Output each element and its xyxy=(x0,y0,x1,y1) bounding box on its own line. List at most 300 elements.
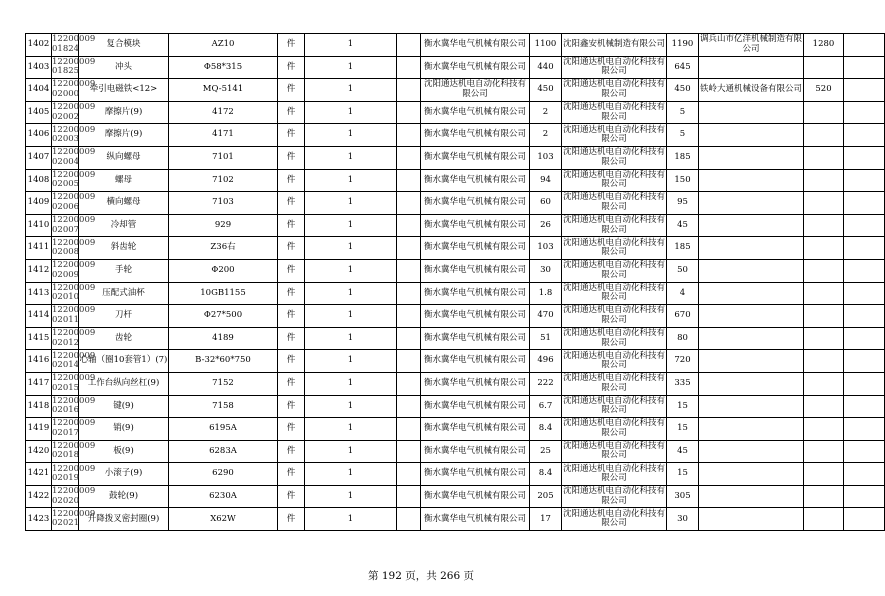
cell-s2: 沈阳通达机电自动化科技有限公司 xyxy=(562,124,667,147)
cell-p1: 8.4 xyxy=(530,463,562,486)
empty-cell xyxy=(844,192,885,215)
cell-qty: 1 xyxy=(305,259,397,282)
cell-spec: 7101 xyxy=(169,146,278,169)
cell-p1: 2 xyxy=(530,124,562,147)
cell-p2: 670 xyxy=(667,305,699,328)
cell-p2: 45 xyxy=(667,440,699,463)
cell-qty: 1 xyxy=(305,395,397,418)
cell-qty: 1 xyxy=(305,372,397,395)
cell-p3 xyxy=(804,418,844,441)
cell-s1: 沈阳通达机电自动化科技有限公司 xyxy=(421,79,530,102)
cell-p1: 103 xyxy=(530,237,562,260)
cell-p3 xyxy=(804,350,844,373)
cell-s3 xyxy=(699,169,804,192)
empty-cell xyxy=(844,485,885,508)
cell-qty: 1 xyxy=(305,34,397,57)
cell-spec: Φ27*500 xyxy=(169,305,278,328)
cell-s2: 沈阳通达机电自动化科技有限公司 xyxy=(562,305,667,328)
cell-p2: 185 xyxy=(667,146,699,169)
cell-s2: 沈阳通达机电自动化科技有限公司 xyxy=(562,327,667,350)
cell-qty: 1 xyxy=(305,418,397,441)
cell-spec: 929 xyxy=(169,214,278,237)
cell-s2: 沈阳通达机电自动化科技有限公司 xyxy=(562,508,667,531)
cell-s1: 衡水冀华电气机械有限公司 xyxy=(421,34,530,57)
cell-p1: 205 xyxy=(530,485,562,508)
cell-p1: 17 xyxy=(530,508,562,531)
cell-s2: 沈阳通达机电自动化科技有限公司 xyxy=(562,282,667,305)
cell-spec: 7152 xyxy=(169,372,278,395)
cell-no: 1419 xyxy=(26,418,52,441)
empty-cell xyxy=(397,214,421,237)
cell-name: 螺母 xyxy=(79,169,169,192)
cell-p2: 4 xyxy=(667,282,699,305)
cell-qty: 1 xyxy=(305,485,397,508)
cell-unit: 件 xyxy=(278,463,305,486)
cell-unit: 件 xyxy=(278,508,305,531)
cell-name: 刀杆 xyxy=(79,305,169,328)
cell-no: 1422 xyxy=(26,485,52,508)
cell-qty: 1 xyxy=(305,508,397,531)
cell-s1: 衡水冀华电气机械有限公司 xyxy=(421,282,530,305)
cell-s2: 沈阳鑫安机械制造有限公司 xyxy=(562,34,667,57)
cell-unit: 件 xyxy=(278,395,305,418)
empty-cell xyxy=(844,463,885,486)
cell-p1: 94 xyxy=(530,169,562,192)
cell-qty: 1 xyxy=(305,192,397,215)
cell-s2: 沈阳通达机电自动化科技有限公司 xyxy=(562,192,667,215)
cell-p1: 2 xyxy=(530,101,562,124)
cell-spec: 6230A xyxy=(169,485,278,508)
table-row xyxy=(26,282,885,305)
cell-code: 12200009 02010 xyxy=(52,282,79,305)
cell-no: 1417 xyxy=(26,372,52,395)
cell-code: 12200009 02011 xyxy=(52,305,79,328)
cell-s1: 衡水冀华电气机械有限公司 xyxy=(421,395,530,418)
empty-cell xyxy=(844,237,885,260)
cell-no: 1420 xyxy=(26,440,52,463)
cell-s2: 沈阳通达机电自动化科技有限公司 xyxy=(562,101,667,124)
cell-p1: 1100 xyxy=(530,34,562,57)
cell-no: 1415 xyxy=(26,327,52,350)
cell-p3 xyxy=(804,101,844,124)
cell-unit: 件 xyxy=(278,56,305,79)
table-body xyxy=(26,34,885,531)
cell-p3 xyxy=(804,463,844,486)
cell-p1: 51 xyxy=(530,327,562,350)
cell-s3 xyxy=(699,463,804,486)
cell-s1: 衡水冀华电气机械有限公司 xyxy=(421,418,530,441)
cell-spec: MQ-5141 xyxy=(169,79,278,102)
cell-s1: 衡水冀华电气机械有限公司 xyxy=(421,237,530,260)
cell-qty: 1 xyxy=(305,124,397,147)
cell-code: 12200009 02020 xyxy=(52,485,79,508)
empty-cell xyxy=(397,282,421,305)
cell-s2: 沈阳通达机电自动化科技有限公司 xyxy=(562,214,667,237)
table-row xyxy=(26,305,885,328)
cell-s2: 沈阳通达机电自动化科技有限公司 xyxy=(562,418,667,441)
cell-unit: 件 xyxy=(278,214,305,237)
cell-s2: 沈阳通达机电自动化科技有限公司 xyxy=(562,485,667,508)
cell-s2: 沈阳通达机电自动化科技有限公司 xyxy=(562,56,667,79)
cell-code: 12200009 01825 xyxy=(52,56,79,79)
table-row xyxy=(26,327,885,350)
cell-p3 xyxy=(804,508,844,531)
cell-unit: 件 xyxy=(278,372,305,395)
cell-p3 xyxy=(804,192,844,215)
cell-code: 12200009 02019 xyxy=(52,463,79,486)
cell-s3 xyxy=(699,350,804,373)
cell-s2: 沈阳通达机电自动化科技有限公司 xyxy=(562,79,667,102)
cell-s2: 沈阳通达机电自动化科技有限公司 xyxy=(562,440,667,463)
cell-p2: 80 xyxy=(667,327,699,350)
empty-cell xyxy=(844,350,885,373)
cell-unit: 件 xyxy=(278,79,305,102)
cell-s1: 衡水冀华电气机械有限公司 xyxy=(421,440,530,463)
cell-name: 纵向螺母 xyxy=(79,146,169,169)
empty-cell xyxy=(397,485,421,508)
cell-p1: 60 xyxy=(530,192,562,215)
cell-s1: 衡水冀华电气机械有限公司 xyxy=(421,192,530,215)
cell-name: 复合模块 xyxy=(79,34,169,57)
cell-unit: 件 xyxy=(278,327,305,350)
empty-cell xyxy=(397,372,421,395)
cell-name: 升降拨叉密封圈(9) xyxy=(79,508,169,531)
cell-code: 12200009 02002 xyxy=(52,101,79,124)
cell-code: 12200009 02016 xyxy=(52,395,79,418)
cell-p1: 496 xyxy=(530,350,562,373)
empty-cell xyxy=(844,169,885,192)
cell-s1: 衡水冀华电气机械有限公司 xyxy=(421,146,530,169)
cell-p2: 45 xyxy=(667,214,699,237)
cell-code: 12200009 02018 xyxy=(52,440,79,463)
cell-s1: 衡水冀华电气机械有限公司 xyxy=(421,508,530,531)
cell-no: 1409 xyxy=(26,192,52,215)
table-row xyxy=(26,463,885,486)
cell-p1: 8.4 xyxy=(530,418,562,441)
table-row xyxy=(26,237,885,260)
cell-p2: 5 xyxy=(667,101,699,124)
cell-spec: AZ10 xyxy=(169,34,278,57)
cell-p1: 440 xyxy=(530,56,562,79)
cell-p2: 30 xyxy=(667,508,699,531)
cell-s2: 沈阳通达机电自动化科技有限公司 xyxy=(562,146,667,169)
cell-s3 xyxy=(699,282,804,305)
table-row xyxy=(26,372,885,395)
cell-no: 1423 xyxy=(26,508,52,531)
cell-code: 12200009 02009 xyxy=(52,259,79,282)
cell-code: 12200009 02006 xyxy=(52,192,79,215)
cell-p1: 222 xyxy=(530,372,562,395)
cell-s3: 调兵山市亿洋机械制造有限公司 xyxy=(699,34,804,57)
table-row xyxy=(26,124,885,147)
cell-spec: X62W xyxy=(169,508,278,531)
cell-name: 冲头 xyxy=(79,56,169,79)
cell-s2: 沈阳通达机电自动化科技有限公司 xyxy=(562,372,667,395)
cell-qty: 1 xyxy=(305,101,397,124)
cell-no: 1403 xyxy=(26,56,52,79)
empty-cell xyxy=(844,305,885,328)
table-row xyxy=(26,485,885,508)
cell-s1: 衡水冀华电气机械有限公司 xyxy=(421,463,530,486)
cell-unit: 件 xyxy=(278,440,305,463)
cell-code: 12200009 02008 xyxy=(52,237,79,260)
empty-cell xyxy=(397,508,421,531)
empty-cell xyxy=(397,305,421,328)
cell-p2: 645 xyxy=(667,56,699,79)
empty-cell xyxy=(397,463,421,486)
cell-unit: 件 xyxy=(278,169,305,192)
table-row xyxy=(26,34,885,57)
empty-cell xyxy=(844,101,885,124)
table-row xyxy=(26,169,885,192)
empty-cell xyxy=(397,395,421,418)
cell-p1: 1.8 xyxy=(530,282,562,305)
cell-s3 xyxy=(699,237,804,260)
cell-no: 1408 xyxy=(26,169,52,192)
cell-spec: B-32*60*750 xyxy=(169,350,278,373)
table-row xyxy=(26,440,885,463)
cell-no: 1413 xyxy=(26,282,52,305)
cell-no: 1406 xyxy=(26,124,52,147)
cell-s3 xyxy=(699,124,804,147)
cell-spec: 7158 xyxy=(169,395,278,418)
empty-cell xyxy=(844,327,885,350)
cell-no: 1410 xyxy=(26,214,52,237)
empty-cell xyxy=(397,169,421,192)
cell-p2: 15 xyxy=(667,395,699,418)
cell-code: 12200009 02017 xyxy=(52,418,79,441)
cell-qty: 1 xyxy=(305,169,397,192)
cell-s2: 沈阳通达机电自动化科技有限公司 xyxy=(562,350,667,373)
cell-s3 xyxy=(699,327,804,350)
cell-code: 12200009 02005 xyxy=(52,169,79,192)
cell-p3 xyxy=(804,146,844,169)
empty-cell xyxy=(397,146,421,169)
cell-s1: 衡水冀华电气机械有限公司 xyxy=(421,214,530,237)
cell-p3 xyxy=(804,124,844,147)
cell-s3 xyxy=(699,372,804,395)
cell-p3: 1280 xyxy=(804,34,844,57)
cell-qty: 1 xyxy=(305,463,397,486)
cell-name: 冷却管 xyxy=(79,214,169,237)
table-row xyxy=(26,395,885,418)
cell-qty: 1 xyxy=(305,305,397,328)
cell-s1: 衡水冀华电气机械有限公司 xyxy=(421,350,530,373)
cell-qty: 1 xyxy=(305,282,397,305)
cell-p1: 450 xyxy=(530,79,562,102)
empty-cell xyxy=(397,34,421,57)
cell-no: 1404 xyxy=(26,79,52,102)
cell-name: 小滚子(9) xyxy=(79,463,169,486)
quotation-table xyxy=(25,33,885,531)
cell-p3 xyxy=(804,237,844,260)
cell-p1: 470 xyxy=(530,305,562,328)
cell-no: 1405 xyxy=(26,101,52,124)
cell-unit: 件 xyxy=(278,237,305,260)
cell-no: 1412 xyxy=(26,259,52,282)
cell-s3 xyxy=(699,418,804,441)
cell-no: 1421 xyxy=(26,463,52,486)
cell-p2: 5 xyxy=(667,124,699,147)
empty-cell xyxy=(397,79,421,102)
cell-s1: 衡水冀华电气机械有限公司 xyxy=(421,305,530,328)
cell-s1: 衡水冀华电气机械有限公司 xyxy=(421,169,530,192)
cell-name: 压配式油杯 xyxy=(79,282,169,305)
cell-code: 12200009 02012 xyxy=(52,327,79,350)
cell-spec: 4189 xyxy=(169,327,278,350)
cell-code: 12200009 02021 xyxy=(52,508,79,531)
empty-cell xyxy=(844,214,885,237)
page-number: 第 192 页，共 266 页 xyxy=(368,570,474,582)
cell-spec: 4172 xyxy=(169,101,278,124)
cell-s3 xyxy=(699,259,804,282)
cell-s1: 衡水冀华电气机械有限公司 xyxy=(421,259,530,282)
empty-cell xyxy=(844,146,885,169)
table-row xyxy=(26,259,885,282)
empty-cell xyxy=(397,237,421,260)
empty-cell xyxy=(844,79,885,102)
cell-s1: 衡水冀华电气机械有限公司 xyxy=(421,101,530,124)
empty-cell xyxy=(397,350,421,373)
cell-no: 1414 xyxy=(26,305,52,328)
cell-p2: 305 xyxy=(667,485,699,508)
cell-unit: 件 xyxy=(278,418,305,441)
cell-unit: 件 xyxy=(278,350,305,373)
cell-name: 斜齿轮 xyxy=(79,237,169,260)
empty-cell xyxy=(397,56,421,79)
cell-unit: 件 xyxy=(278,146,305,169)
cell-s1: 衡水冀华电气机械有限公司 xyxy=(421,56,530,79)
cell-p3 xyxy=(804,485,844,508)
table-row xyxy=(26,56,885,79)
table-row xyxy=(26,214,885,237)
cell-no: 1418 xyxy=(26,395,52,418)
cell-s2: 沈阳通达机电自动化科技有限公司 xyxy=(562,395,667,418)
cell-spec: Φ58*315 xyxy=(169,56,278,79)
cell-s3 xyxy=(699,485,804,508)
empty-cell xyxy=(844,395,885,418)
table-row xyxy=(26,101,885,124)
cell-unit: 件 xyxy=(278,124,305,147)
cell-s2: 沈阳通达机电自动化科技有限公司 xyxy=(562,237,667,260)
cell-p1: 103 xyxy=(530,146,562,169)
cell-p2: 50 xyxy=(667,259,699,282)
empty-cell xyxy=(397,259,421,282)
cell-s1: 衡水冀华电气机械有限公司 xyxy=(421,485,530,508)
cell-qty: 1 xyxy=(305,79,397,102)
cell-p3 xyxy=(804,440,844,463)
cell-p1: 30 xyxy=(530,259,562,282)
cell-name: 摩擦片(9) xyxy=(79,101,169,124)
cell-code: 12200009 02000 xyxy=(52,79,79,102)
table-row xyxy=(26,508,885,531)
cell-s2: 沈阳通达机电自动化科技有限公司 xyxy=(562,259,667,282)
cell-s2: 沈阳通达机电自动化科技有限公司 xyxy=(562,463,667,486)
cell-p2: 15 xyxy=(667,463,699,486)
cell-s1: 衡水冀华电气机械有限公司 xyxy=(421,372,530,395)
cell-no: 1416 xyxy=(26,350,52,373)
cell-spec: Φ200 xyxy=(169,259,278,282)
cell-p3: 520 xyxy=(804,79,844,102)
cell-p2: 450 xyxy=(667,79,699,102)
cell-unit: 件 xyxy=(278,192,305,215)
cell-p3 xyxy=(804,259,844,282)
empty-cell xyxy=(844,124,885,147)
cell-no: 1407 xyxy=(26,146,52,169)
cell-qty: 1 xyxy=(305,214,397,237)
cell-p2: 720 xyxy=(667,350,699,373)
empty-cell xyxy=(397,192,421,215)
cell-qty: 1 xyxy=(305,56,397,79)
cell-p3 xyxy=(804,214,844,237)
table-row xyxy=(26,418,885,441)
cell-s3: 铁岭大通机械设备有限公司 xyxy=(699,79,804,102)
cell-unit: 件 xyxy=(278,305,305,328)
cell-code: 12200009 01824 xyxy=(52,34,79,57)
cell-unit: 件 xyxy=(278,34,305,57)
cell-p3 xyxy=(804,305,844,328)
cell-code: 12200009 02004 xyxy=(52,146,79,169)
cell-p1: 26 xyxy=(530,214,562,237)
cell-p2: 335 xyxy=(667,372,699,395)
cell-p3 xyxy=(804,372,844,395)
cell-p3 xyxy=(804,327,844,350)
cell-s3 xyxy=(699,56,804,79)
cell-spec: 6195A xyxy=(169,418,278,441)
cell-name: 销(9) xyxy=(79,418,169,441)
empty-cell xyxy=(844,418,885,441)
cell-s3 xyxy=(699,146,804,169)
cell-code: 12200009 02003 xyxy=(52,124,79,147)
cell-name: 鼓轮(9) xyxy=(79,485,169,508)
cell-p3 xyxy=(804,169,844,192)
cell-name: 工作台纵向丝杠(9) xyxy=(79,372,169,395)
cell-spec: 7103 xyxy=(169,192,278,215)
cell-qty: 1 xyxy=(305,440,397,463)
cell-p1: 6.7 xyxy=(530,395,562,418)
cell-no: 1411 xyxy=(26,237,52,260)
cell-s1: 衡水冀华电气机械有限公司 xyxy=(421,124,530,147)
cell-s1: 衡水冀华电气机械有限公司 xyxy=(421,327,530,350)
cell-unit: 件 xyxy=(278,282,305,305)
cell-no: 1402 xyxy=(26,34,52,57)
cell-name: 手轮 xyxy=(79,259,169,282)
empty-cell xyxy=(397,327,421,350)
cell-spec: 4171 xyxy=(169,124,278,147)
cell-p3 xyxy=(804,395,844,418)
cell-qty: 1 xyxy=(305,327,397,350)
table-row xyxy=(26,79,885,102)
cell-spec: 10GB1155 xyxy=(169,282,278,305)
cell-code: 12200009 02007 xyxy=(52,214,79,237)
cell-s3 xyxy=(699,101,804,124)
empty-cell xyxy=(844,440,885,463)
empty-cell xyxy=(844,508,885,531)
cell-name: 摩擦片(9) xyxy=(79,124,169,147)
cell-p2: 15 xyxy=(667,418,699,441)
cell-code: 12200009 02015 xyxy=(52,372,79,395)
cell-name: 牵引电磁铁<12> xyxy=(79,79,169,102)
cell-s3 xyxy=(699,395,804,418)
cell-p2: 185 xyxy=(667,237,699,260)
table-row xyxy=(26,146,885,169)
cell-qty: 1 xyxy=(305,350,397,373)
cell-spec: 7102 xyxy=(169,169,278,192)
cell-unit: 件 xyxy=(278,259,305,282)
table-row xyxy=(26,192,885,215)
cell-p3 xyxy=(804,56,844,79)
cell-name: 键(9) xyxy=(79,395,169,418)
